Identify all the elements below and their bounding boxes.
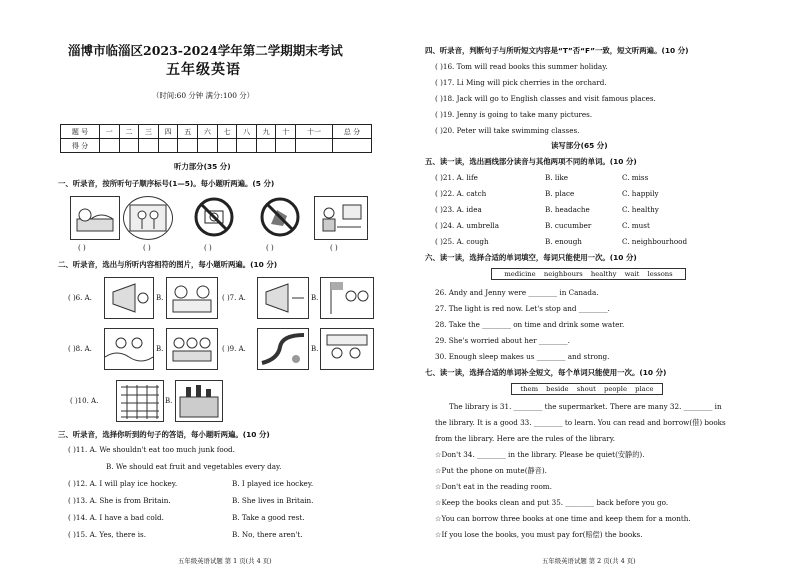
item-30: 30. Enough sleep makes us ________ and strong. — [435, 352, 610, 361]
item-13-option-b: B. She lives in Britain. — [232, 496, 314, 505]
score-input-cell[interactable] — [139, 139, 159, 153]
picture-6b-children-faces — [166, 277, 218, 319]
reading-writing-heading: 读写部分(65 分) — [551, 141, 608, 150]
no-littering-sign-icon — [257, 196, 303, 238]
item-25-b: B. enough — [545, 237, 582, 246]
exam-title: 淄博市临淄区2023-2024学年第二学期期末考试 — [68, 43, 343, 58]
listening-heading: 听力部分(35 分) — [174, 162, 231, 171]
score-input-cell[interactable] — [158, 139, 178, 153]
item-14-option-b: B. Take a good rest. — [232, 513, 305, 522]
item-14-option-a: ( )14. A. I have a bad cold. — [68, 513, 164, 522]
score-header-cell: 五 — [178, 125, 198, 139]
score-input-cell[interactable] — [100, 139, 120, 153]
section-4-instruction: 四、听录音，判断句子与所听短文内容是“T”否“F”一致，短文听两遍。(10 分) — [425, 46, 689, 55]
answer-blank-4[interactable]: ( ) — [266, 244, 274, 252]
item-10-label: ( )10. A. — [70, 397, 99, 405]
picture-10b-chess — [175, 380, 223, 422]
item-23-b: B. headache — [545, 205, 590, 214]
passage-line-3: from the library. Here are the rules of the library. — [435, 434, 616, 443]
score-input-cell[interactable] — [296, 139, 333, 153]
section-5-instruction: 五、读一读，选出画线部分读音与其他两项不同的单词。(10 分) — [425, 157, 637, 166]
score-input-cell[interactable] — [217, 139, 237, 153]
no-photos-sign-icon — [191, 196, 237, 238]
score-row-label: 得 分 — [61, 139, 100, 153]
answer-blank-1[interactable]: ( ) — [78, 244, 86, 252]
score-header-cell: 题 号 — [61, 125, 100, 139]
score-input-cell[interactable] — [178, 139, 198, 153]
passage-line-1: The library is 31. ________ the supermarket. There are many 32. ________ in — [449, 402, 722, 411]
passage-rule-4: ☆Keep the books clean and put 35. ________ back before you go. — [435, 498, 669, 507]
page-footer-left: 五年级英语试题 第 1 页(共 4 页) — [178, 557, 272, 565]
section-3-instruction: 三、听录音，选择你听到的句子的答语，每小题听两遍。(10 分) — [58, 430, 270, 439]
score-input-cell[interactable] — [256, 139, 276, 153]
picture-7b-children-flag — [320, 277, 374, 319]
picture-subway-passengers — [123, 196, 173, 240]
score-header-cell: 六 — [198, 125, 218, 139]
answer-blank-5[interactable]: ( ) — [330, 244, 338, 252]
score-input-cell[interactable] — [276, 139, 296, 153]
score-input-cell[interactable] — [119, 139, 139, 153]
score-header-cell: 九 — [256, 125, 276, 139]
item-7b-label: B. — [311, 294, 319, 302]
item-7-label: ( )7. A. — [222, 294, 246, 302]
page-footer-right: 五年级英语试题 第 2 页(共 4 页) — [542, 557, 636, 565]
score-header-cell: 总 分 — [333, 125, 372, 139]
item-23-c: C. healthy — [622, 205, 659, 214]
picture-8b-children-group — [166, 328, 218, 370]
item-27: 27. The light is red now. Let's stop and ________. — [435, 304, 610, 313]
picture-9a-road-map — [257, 328, 309, 370]
item-11-option-b: B. We should eat fruit and vegetables every day. — [106, 462, 282, 471]
section-2-instruction: 二、听录音，选出与所听内容相符的图片，每小题听两遍。(10 分) — [58, 260, 278, 269]
picture-10a-chinese-chess — [116, 380, 164, 422]
time-info: （时间:60 分钟 满分:100 分） — [152, 91, 255, 100]
word-bank-7: them beside shout people place — [511, 383, 663, 395]
answer-blank-3[interactable]: ( ) — [204, 244, 212, 252]
score-header-cell: 四 — [158, 125, 178, 139]
item-21-c: C. miss — [622, 173, 649, 182]
score-table — [60, 124, 372, 153]
item-18: ( )18. Jack will go to English classes and visit famous places. — [435, 94, 656, 103]
item-25-c: C. neighbourhood — [622, 237, 688, 246]
section-1-instruction: 一、听录音，按所听句子顺序标号(1—5)。每小题听两遍。(5 分) — [58, 179, 275, 188]
item-23-a: ( )23. A. idea — [435, 205, 482, 214]
word-bank-6: medicine neighbours healthy wait lessons — [491, 268, 686, 280]
item-6-label: ( )6. A. — [68, 294, 92, 302]
score-input-cell[interactable] — [198, 139, 218, 153]
score-header-cell: 三 — [139, 125, 159, 139]
score-header-cell: 十 — [276, 125, 296, 139]
score-header-cell: 十一 — [296, 125, 333, 139]
score-header-cell: 八 — [237, 125, 257, 139]
item-8-label: ( )8. A. — [68, 345, 92, 353]
score-input-cell[interactable] — [333, 139, 372, 153]
answer-blank-2[interactable]: ( ) — [143, 244, 151, 252]
item-10b-label: B. — [165, 397, 173, 405]
picture-6a-megaphone — [104, 277, 154, 319]
item-16: ( )16. Tom will read books this summer holiday. — [435, 62, 608, 71]
picture-sleeping-child — [70, 196, 120, 240]
item-6b-label: B. — [156, 294, 164, 302]
item-28: 28. Take the ________ on time and drink some water. — [435, 320, 625, 329]
item-17: ( )17. Li Ming will pick cherries in the orchard. — [435, 78, 607, 87]
passage-rule-3: ☆Don't eat in the reading room. — [435, 482, 552, 491]
score-input-cell[interactable] — [237, 139, 257, 153]
picture-7a-megaphone — [257, 277, 309, 319]
item-24-a: ( )24. A. umbrella — [435, 221, 499, 230]
item-11-option-a: ( )11. A. We shouldn't eat too much junk food. — [68, 445, 235, 454]
item-22-c: C. happily — [622, 189, 659, 198]
item-29: 29. She's worried about her ________. — [435, 336, 570, 345]
score-header-cell: 七 — [217, 125, 237, 139]
picture-boy-at-computer — [314, 196, 368, 240]
item-15-option-b: B. No, there aren't. — [232, 530, 303, 539]
item-9b-label: B. — [311, 345, 319, 353]
score-header-cell: 二 — [119, 125, 139, 139]
item-21-b: B. like — [545, 173, 569, 182]
passage-rule-1: ☆Don't 34. ________ in the library. Please be quiet(安静的). — [435, 450, 645, 459]
item-12-option-b: B. I played ice hockey. — [232, 479, 314, 488]
item-8b-label: B. — [156, 345, 164, 353]
picture-9b-classroom — [320, 328, 374, 370]
item-20: ( )20. Peter will take swimming classes. — [435, 126, 580, 135]
item-22-a: ( )22. A. catch — [435, 189, 487, 198]
passage-rule-2: ☆Put the phone on mute(静音). — [435, 466, 547, 475]
subject-title: 五年级英语 — [166, 62, 241, 78]
item-19: ( )19. Jenny is going to take many pictures. — [435, 110, 593, 119]
item-9-label: ( )9. A. — [222, 345, 246, 353]
item-12-option-a: ( )12. A. I will play ice hockey. — [68, 479, 178, 488]
item-24-b: B. cucumber — [545, 221, 592, 230]
item-22-b: B. place — [545, 189, 575, 198]
item-26: 26. Andy and Jenny were ________ in Canada. — [435, 288, 599, 297]
passage-rule-5: ☆You can borrow three books at one time and keep them for a month. — [435, 514, 691, 523]
section-7-instruction: 七、读一读，选择合适的单词补全短文，每个单词只能使用一次。(10 分) — [425, 368, 667, 377]
passage-rule-6: ☆If you lose the books, you must pay for(赔偿) the books. — [435, 530, 643, 539]
picture-8a-river-scene — [104, 328, 154, 370]
item-15-option-a: ( )15. A. Yes, there is. — [68, 530, 147, 539]
passage-line-2: the library. It is a good 33. ________ to learn. You can read and borrow(借) books — [435, 418, 726, 427]
item-24-c: C. must — [622, 221, 650, 230]
item-13-option-a: ( )13. A. She is from Britain. — [68, 496, 171, 505]
item-21-a: ( )21. A. life — [435, 173, 478, 182]
section-6-instruction: 六、读一读，选择合适的单词填空，每词只能使用一次。(10 分) — [425, 253, 637, 262]
item-25-a: ( )25. A. cough — [435, 237, 489, 246]
score-header-cell: 一 — [100, 125, 120, 139]
